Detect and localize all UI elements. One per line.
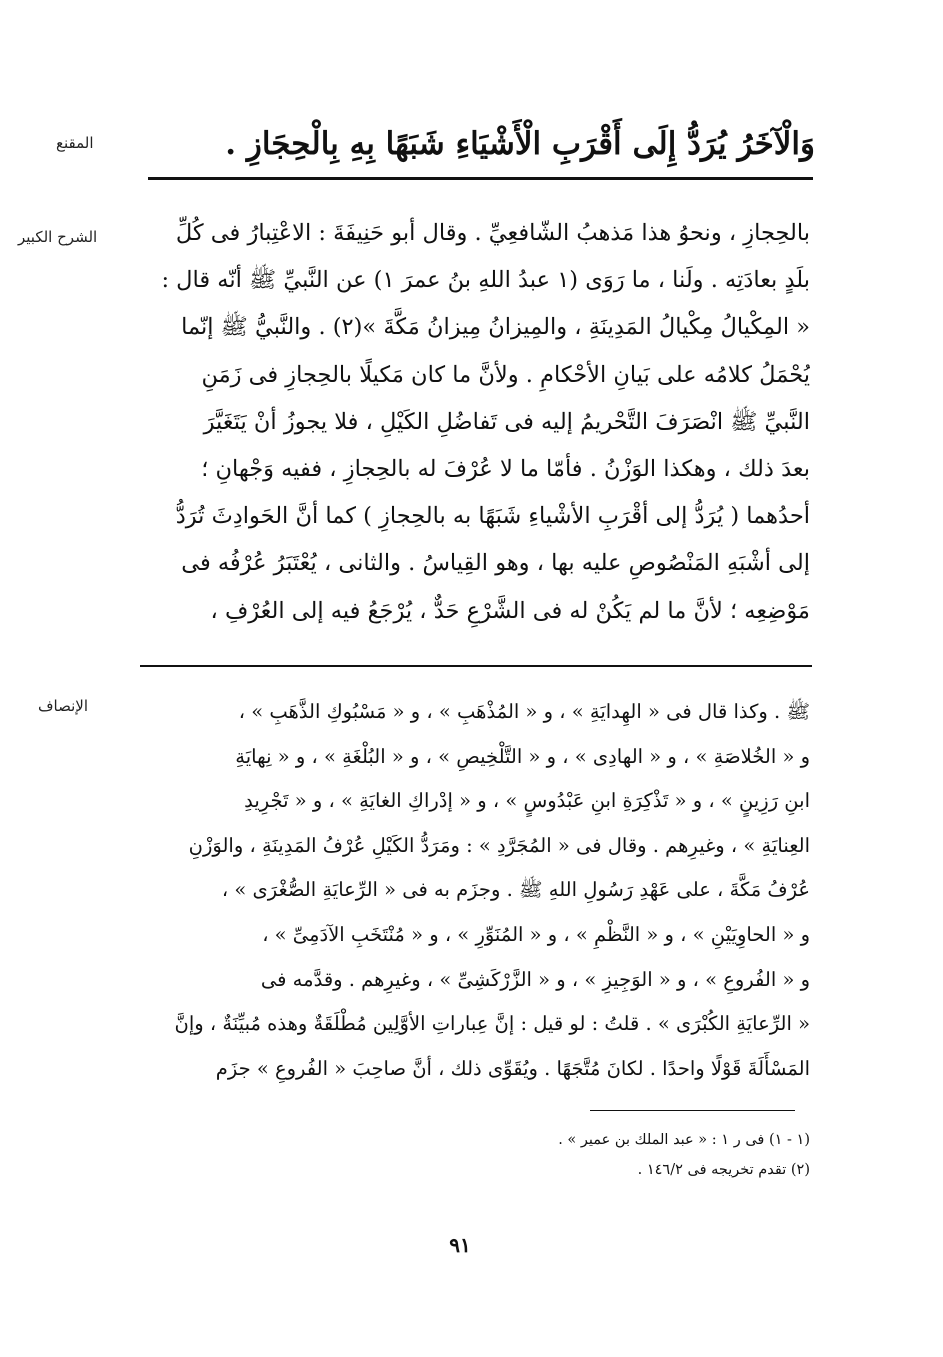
sharh-line: يُحْمَلُ كلامُه على بَيانِ الأحْكامِ . ولأنَّ ما كان مَكيلًا بالحِجازِ فى زَمَنِ: [201, 361, 810, 388]
insaf-section: [130, 690, 810, 1091]
sharh-line: النَّبيِّ ﷺ انْصَرَفَ التَّحْريمُ إليه فى تَفاضُلِ الكَيْلِ ، فلا يجوزُ أنْ يَتَغَيَّرَ: [203, 408, 810, 435]
matn-text: وَالْآخَرُ يُرَدُّ إِلَى أَقْرَبِ الْأَشْيَاءِ شَبَهًا بِهِ بِالْحِجَازِ .: [225, 126, 815, 162]
page-number: ٩١: [449, 1233, 471, 1257]
insaf-line: ﷺ . وكذا قال فى « الهِدايَةِ » ، و « المُذْهَبِ » ، و « مَسْبُوكِ الذَّهَبِ » ،: [238, 700, 810, 723]
insaf-line: و « الحاوِيَيْنِ » ، و « النَّظْمِ » ، و « المُنَوِّرِ » ، و « مُنْتَخَبِ الآدَمِىِّ » ،: [262, 922, 810, 946]
matn-divider: [148, 177, 813, 180]
sharh-line: بلَدٍ بعادَتِه . ولَنا ، ما رَوَى (١ عبدُ اللهِ بنُ عمرَ ١) عن النَّبيِّ ﷺ أنّه قال :: [161, 267, 810, 294]
insaf-line: « الرِّعايَةِ الكُبْرَى » . قلتُ : لو قيل : إنَّ عِباراتِ الأوَّلِين مُطْلَقَةٌ وهذه مُبيِّنَةٌ ، وإنَّ: [174, 1012, 810, 1036]
footnote-divider: [590, 1110, 795, 1111]
footnotes: [400, 1125, 810, 1185]
sharh-line: بالحِجازِ ، ونحوُ هذا مَذهبُ الشّافعِيِّ . وقال أبو حَنِيفَةَ : الاعْتِبارُ فى كُلِّ: [175, 220, 810, 246]
sharh-line: أحدُهما ( يُرَدُّ إلى أقْرَبِ الأشْياءِ شَبَهًا به بالحِجازِ ) كما أنَّ الحَوادِثَ تُرَدُّ: [175, 503, 810, 530]
insaf-line: و « الخُلاصَةِ » ، و « الهادِى » ، و « التَّلْخِيصِ » ، و « البُلْغَةِ » ، و « نِهايَةِ: [235, 744, 810, 768]
footnote-1: (١ - ١) فى ر ١ : « عبد الملك بن عمير » .: [558, 1132, 810, 1148]
insaf-line: المَسْأَلَةَ قَوْلًا واحدًا . لكانَ مُتَّجَهًا . ويُقَوِّى ذلك ، أنَّ صاحِبَ « الفُروعِ » جزَم: [215, 1056, 810, 1080]
sharh-line: إلى أشْبَهِ المَنْصُوصِ عليه بها ، وهو القِياسُ . والثانى ، يُعْتَبَرُ عُرْفُه فى: [181, 550, 810, 577]
insaf-line: عُرْفُ مَكَّةَ ، على عَهْدِ رَسُولِ اللهِ ﷺ . وجزَم به فى « الرِّعايَةِ الصُّغْرَى » ،: [221, 878, 810, 902]
sharh-line: مَوْضِعِه ؛ لأنَّ ما لم يَكُنْ له فى الشَّرْعِ حَدٌّ ، يُرْجَعُ فيه إلى العُرْفِ ،: [210, 597, 810, 624]
side-label-muqni: المقنع: [56, 134, 94, 152]
side-label-sharh: الشرح الكبير: [18, 228, 98, 246]
insaf-line: و « الفُروعِ » ، و « الوَجِيزِ » ، و « الزَّرْكَشِىِّ » ، وغيرِهم . وقدَّمه فى: [260, 967, 810, 991]
insaf-line: ابنِ رَزِينٍ » ، و « تَذْكِرَةِ ابنِ عَبْدُوسٍ » ، و « إدْراكِ الغايَةِ » ، و « تَجْرِيدِ: [244, 789, 810, 813]
footnote-2: (٢) تقدم تخريجه فى ١٤٦/٢ .: [637, 1162, 810, 1178]
side-label-insaf: الإنصاف: [38, 697, 89, 715]
insaf-line: العِنايَةِ » ، وغيرِهم . وقال فى « المُجَرَّدِ » : ومَرَدُّ الكَيْلِ عُرْفُ المَدِينَةِ ، والوَزْنِ: [188, 833, 810, 857]
section-divider: [140, 665, 812, 667]
sharh-line: بعدَ ذلك ، وهكذا الوَزْنُ . فأمّا ما لا عُرْفَ له بالحِجازِ ، ففيه وَجْهانِ ؛: [201, 455, 810, 482]
sharh-section: [130, 210, 810, 635]
sharh-line: « المِكْيالُ مِكْيالُ المَدِينَةِ ، والمِيزانُ مِيزانُ مَكَّةَ »(٢) . والنَّبيُّ ﷺ إنّما: [181, 314, 810, 341]
